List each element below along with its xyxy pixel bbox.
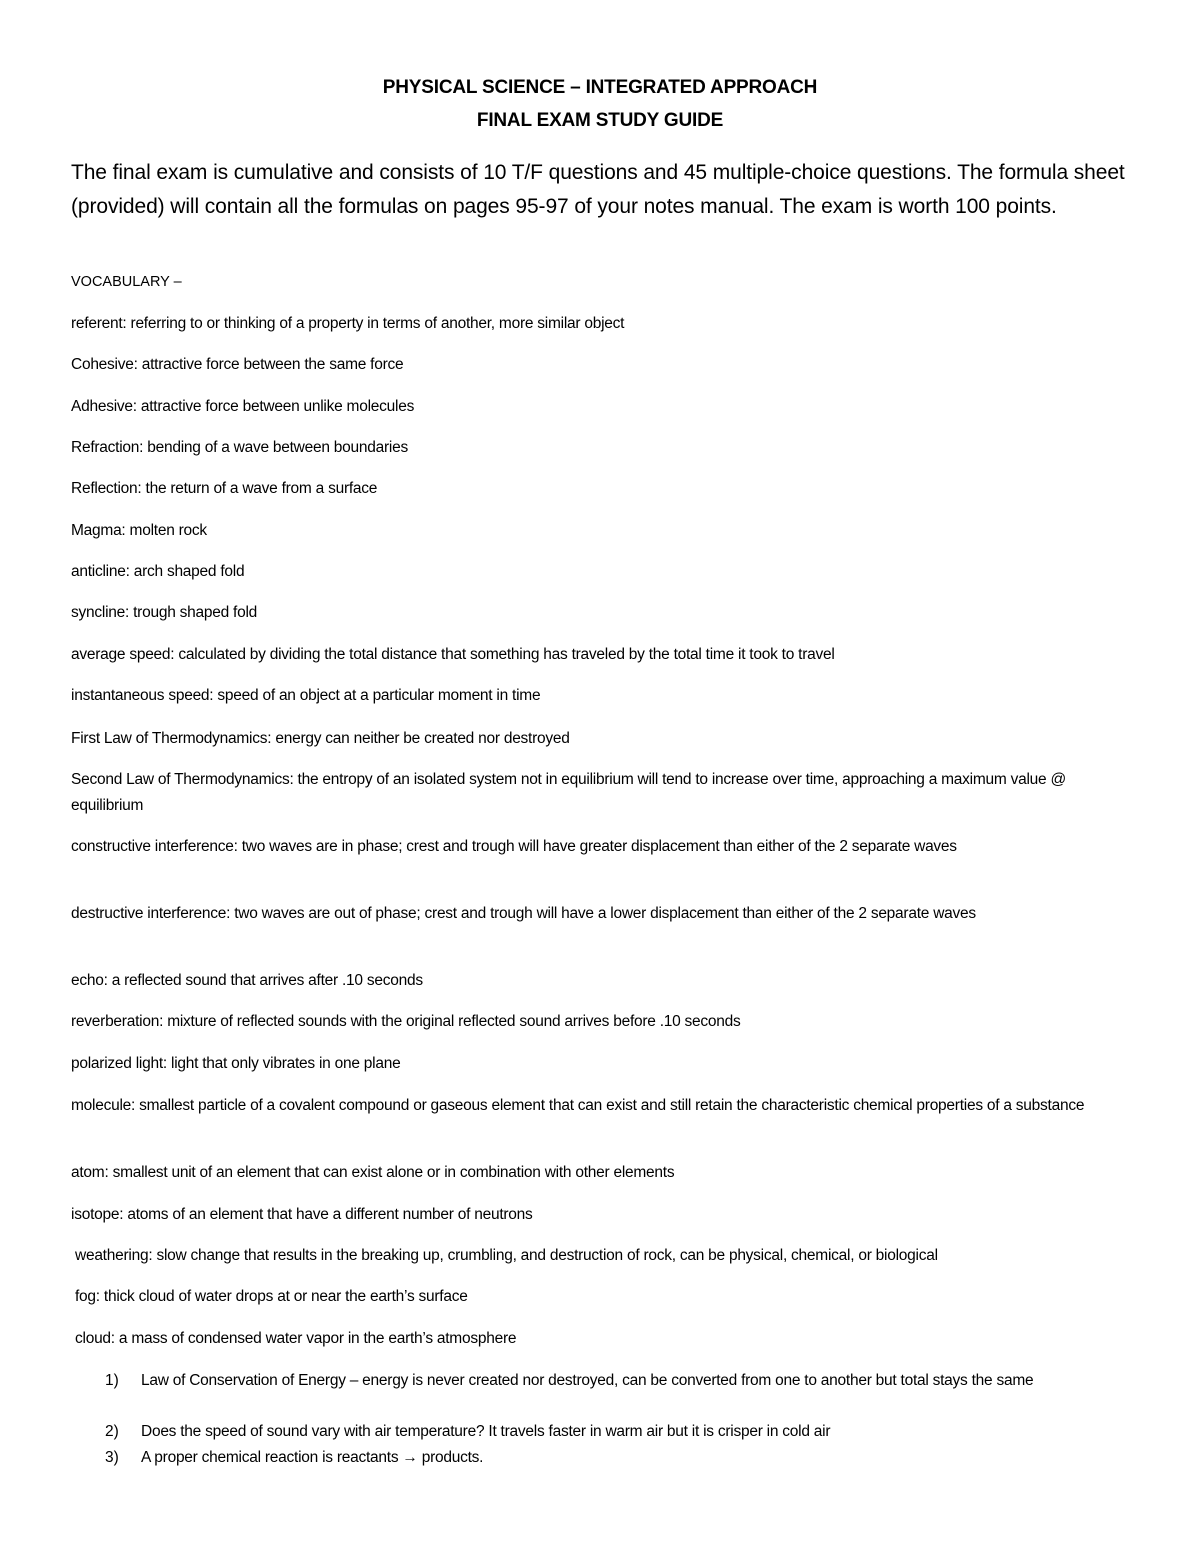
vocab-entry: molecule: smallest particle of a covalent compound or gaseous element that can exist and still retain the characteristic chemical properties of a substance (71, 1097, 1085, 1114)
vocab-entry: cloud: a mass of condensed water vapor in the earth’s atmosphere (75, 1330, 517, 1347)
document-title: PHYSICAL SCIENCE – INTEGRATED APPROACH (382, 77, 818, 98)
vocab-entry: destructive interference: two waves are out of phase; crest and trough will have a lower displacement than either of the 2 separate waves (71, 905, 976, 922)
vocab-entry: First Law of Thermodynamics: energy can neither be created nor destroyed (71, 730, 570, 747)
vocab-entry: syncline: trough shaped fold (71, 604, 258, 621)
vocab-entry: Cohesive: attractive force between the same force (71, 356, 404, 373)
vocab-entry: referent: referring to or thinking of a property in terms of another, more similar object (71, 315, 625, 332)
vocab-entry: Adhesive: attractive force between unlike molecules (71, 398, 415, 415)
vocab-entry: polarized light: light that only vibrates in one plane (71, 1055, 401, 1072)
list-number: 3) (105, 1449, 119, 1466)
list-item (141, 1445, 1111, 1471)
vocab-entry: atom: smallest unit of an element that can exist alone or in combination with other elements (71, 1164, 675, 1181)
vocab-entry: instantaneous speed: speed of an object at a particular moment in time (71, 687, 541, 704)
vocab-entry: average speed: calculated by dividing the total distance that something has traveled by the total time it took to travel (71, 646, 835, 663)
vocab-entry: echo: a reflected sound that arrives after .10 seconds (71, 972, 423, 989)
intro-paragraph: The final exam is cumulative and consists of 10 T/F questions and 45 multiple-choice questions. The formula sheet (provided) will contain all the formulas on pages 95-97 of your notes manual. The exam is worth 100 points. (71, 161, 1125, 218)
list-item-text: products. (417, 1449, 484, 1466)
vocab-entry: Magma: molten rock (71, 522, 207, 539)
document-subtitle: FINAL EXAM STUDY GUIDE (476, 110, 724, 131)
vocab-entry: Reflection: the return of a wave from a surface (71, 480, 378, 497)
vocab-entry: fog: thick cloud of water drops at or near the earth’s surface (75, 1288, 468, 1305)
list-item: Law of Conservation of Energy – energy is never created nor destroyed, can be converted from one to another but total stays the same (141, 1372, 1034, 1389)
vocab-entry: Second Law of Thermodynamics: the entropy of an isolated system not in equilibrium will tend to increase over time, approaching a maximum value @ equilibrium (71, 771, 1066, 814)
vocabulary-heading: VOCABULARY – (71, 274, 182, 290)
list-item-text: A proper chemical reaction is reactants (141, 1449, 403, 1466)
list-number: 1) (105, 1372, 119, 1389)
vocab-entry: weathering: slow change that results in the breaking up, crumbling, and destruction of rock, can be physical, chemical, or biological (75, 1247, 938, 1264)
vocab-entry: Refraction: bending of a wave between boundaries (71, 439, 408, 456)
vocab-entry: isotope: atoms of an element that have a different number of neutrons (71, 1206, 533, 1223)
vocab-entry: constructive interference: two waves are in phase; crest and trough will have greater displacement than either of the 2 separate waves (71, 838, 957, 855)
right-arrow-icon: → (402, 1449, 418, 1466)
list-item: Does the speed of sound vary with air temperature? It travels faster in warm air but it is crisper in cold air (141, 1423, 831, 1440)
vocab-entry: reverberation: mixture of reflected sounds with the original reflected sound arrives before .10 seconds (71, 1013, 741, 1030)
list-number: 2) (105, 1423, 119, 1440)
vocab-entry: anticline: arch shaped fold (71, 563, 245, 580)
